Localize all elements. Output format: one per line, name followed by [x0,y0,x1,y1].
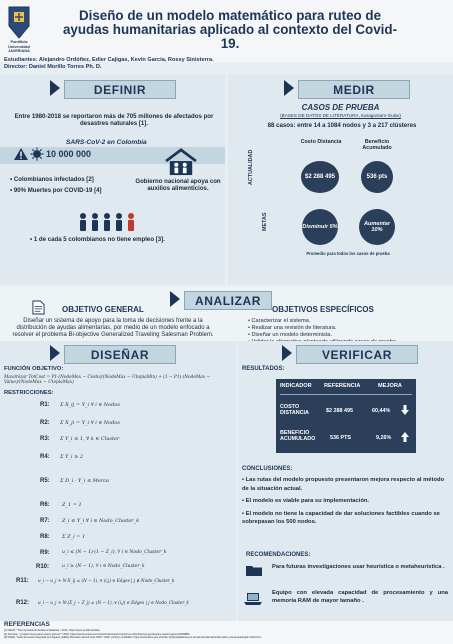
oe-item-2: • Realizar una revisión de literatura. [248,325,337,331]
laptop-icon [244,593,262,605]
medir-cases: 88 casos: entre 14 a 1084 nodos y 3 a 217 clústeres [267,122,417,129]
medir-row-metas: METAS [262,212,268,231]
sars-title: SARS-CoV-2 en Colombia [66,139,147,146]
th-indicador: INDICADOR [280,383,312,389]
medir-arrow-icon [284,80,294,96]
fo-label: FUNCIÓN OBJETIVO: [4,366,64,372]
row1-indicador: COSTO DISTANCIA [280,404,309,417]
oe-title: OBJETIVOS ESPECÍFICOS [272,305,374,314]
r11-expr: u_i − u_j + N·X_ij ≤ (N − 1), ∀ (i,j) ∈ Edges | j ∉ Nodo_Cluster_k [38,578,175,583]
r12-label: R12: [16,600,30,606]
authors-block [4,57,214,71]
row2-mejora: 9,26% [376,435,392,441]
verificar-banner: VERIFICAR [296,345,418,364]
medir-col-beneficio: Beneficio Acumulado [362,139,392,152]
conclusions-label: CONCLUSIONES: [242,466,293,472]
restr-label: RESTRICCIONES: [4,390,54,396]
disenar-arrow-icon [50,345,60,361]
poster-title: Diseño de un modelo matemático para ruteo de ayudas humanitarias aplicado al contexto del Covid-19. [62,8,398,52]
definir-bullets [10,176,120,195]
og-text: Diseñar un sistema de apoyo para la toma de decisiones frente a la distribución de ayudas alimentarias, por medio de un modelo enfocado a resolver el problema Bi-objective Generalized Traveling Salesman Problem. [12,318,214,338]
university-logo-icon [6,4,32,40]
r7-expr: Z_i ≤ Y_i ∀ i ∈ Nodo_Cluster_k [62,518,140,524]
th-mejora: MEJORA [378,383,402,389]
students-line: Estudiantes: Alejandro Ordóñez, Edier Cajigas, Kevin Garcia, Rossy Sinisterra. [4,57,214,63]
table-divider [280,394,412,395]
circle-costo-actual: $2 288 495 [301,161,339,193]
r4-label: R4: [40,454,50,460]
r3-expr: Σ Y_i ≤ 1, ∀ k ∈ Cluster [60,436,120,442]
arrow-down-icon [401,405,409,415]
oe-item-1: • Caracterizar el sistema. [248,318,311,324]
r6-expr: Z_1 = 1 [62,502,82,508]
conclusion-1: • Las rutas del modelo propuesto presentaron mejora respecto al método de la situación actual. [242,477,445,492]
fo-formula: Maximizar TotCost = P1·(NodeMax − Costo)/(NodeMax − UtopiaMin) + (1 − P1)·(NodeMax − Value)/(NodeMax − UtopiaMax) [4,375,211,385]
definir-intro: Entre 1980-2018 se reportaron más de 705 millones de afectados por desastres naturales [1]. [14,113,214,128]
r9-expr: u_i ≤ (N − 1)·(1 − Z_i), ∀ i ∈ Nodo_Cluster_k [62,550,167,555]
circle-costo-meta: Disminuir 5% [302,209,338,245]
r10-label: R10: [36,564,50,570]
disenar-banner: DISEÑAR [64,345,176,364]
r1-expr: Σ X_ij = Y_i ∀ i ∈ Nodos [60,402,120,408]
recommendations-label: RECOMENDACIONES: [246,552,311,558]
medir-subtitle: CASOS DE PRUEBA [301,103,380,112]
medir-banner: MEDIR [298,80,410,99]
unemployment-stat: • 1 de cada 5 colombianos no tiene empleo [3]. [30,236,165,243]
conclusions-list [242,476,446,527]
virus-icon [30,147,44,161]
logo-text: Pontificia Universidad JAVERIANA [8,40,30,53]
arrow-up-icon [401,432,409,442]
r12-expr: u_i − u_j + N·(Σ_j − Z_j) ≤ (N − 1), ∀ (i,j) ∈ Edges | j ∈ Nodo_Cluster_k [38,600,189,605]
r8-label: R8: [40,534,50,540]
r7-label: R7: [40,518,50,524]
conclusion-3: • El modelo no tiene la capacidad de dar soluciones factibles cuando se sobrepasan los 500 nodos. [242,510,440,526]
references-list [4,629,449,640]
r10-expr: u_i ≥ (N − 1), ∀ i ∈ Nodo_Cluster_k [62,564,145,569]
r6-label: R6: [40,502,50,508]
definir-arrow-icon [50,80,60,96]
verificar-arrow-icon [282,345,292,361]
r11-label: R11: [16,578,29,584]
row1-referencia: $2 288 495 [326,408,353,414]
bullet-infected: • Colombianos infectados [2] [10,176,94,183]
director-line: Director: Daniel Morillo Torres Ph. D. [4,64,102,70]
r3-label: R3: [40,436,50,442]
oe-item-3: • Diseñar un modelo determinista. [248,332,333,338]
medir-row-actualidad: ACTUALIDAD [248,149,254,185]
medir-footnote: Promedio para todos los casos de prueba [306,251,390,256]
reference-1: [1] OECD, "The international disasters database." 2019. https://www.emdat.be/data. [4,629,101,632]
r5-expr: Σ D_i · Y_i ≤ Merca [60,478,110,484]
r2-label: R2: [40,420,50,426]
medir-source: (BASES DE DATOS DE LITERATURA, Karagantam-Gutiw) [280,113,401,118]
reference-3: [3] DANE, "Gran Encuesta Integrada de Hogares (GEIH) Mercado Laboral Julio 2020." 2020. [Online]. Available: https://www.dane.gov.co/index.php/estadisticas-por-tema/mercado-laboral/empleo-y-desempleo/geih-historicos. [4,636,262,640]
row2-indicador: BENEFICIO ACUMULADO [280,430,316,443]
recommendation-1: Para futuras investigaciones usar heurística o metaheurística . [272,564,445,570]
og-title: OBJETIVO GENERAL [62,305,144,314]
r8-expr: Σ Z_i = 1 [62,534,86,540]
reference-2: [2] Semana, "¿Cuánto tiene para nuestro género?" 2020. https://www.semana.com/nacion/articulo/coronavirus-colombia-hay-ayuda-para-nuestro-genero/669880/. [4,632,191,636]
results-label: RESULTADOS: [242,366,285,372]
analizar-banner: ANALIZAR [184,291,272,310]
folder-icon [246,564,262,576]
r9-label: R9: [40,550,50,556]
people-group-icon [78,212,138,232]
document-icon [32,300,45,315]
row2-referencia: 536 PTS [330,435,351,441]
recommendation-2: Equipo con elevada capacidad de procesamiento y una memoria RAM de mayor tamaño . [272,590,448,604]
circle-beneficio-actual: 536 pts [361,161,393,193]
circle-beneficio-meta: Aumentar 10% [359,209,395,245]
r5-label: R5: [40,478,50,484]
row1-mejora: 60,44% [372,408,391,414]
infected-count: 10 000 000 [46,149,92,159]
definir-banner: DEFINIR [64,80,176,99]
references-heading: REFERENCIAS [4,621,50,628]
gov-support: Gobierno nacional apoya con auxilios alimenticios. [135,178,221,193]
house-family-icon [162,148,200,176]
r1-label: R1: [40,402,50,408]
r2-expr: Σ X_ji = Y_i ∀ i ∈ Nodos [60,420,120,426]
r4-expr: Σ Y_i ≥ 2 [60,454,84,460]
bullet-deaths: • 90% Muertes por COVID-19 [4] [10,187,102,195]
conclusion-2: • El modelo es viable para su implementación. [242,498,370,505]
warning-icon [14,148,28,160]
medir-col-costo: Costo Distancia [300,139,342,145]
th-referencia: REFERENCIA [324,383,361,389]
analizar-arrow-icon [170,291,180,307]
